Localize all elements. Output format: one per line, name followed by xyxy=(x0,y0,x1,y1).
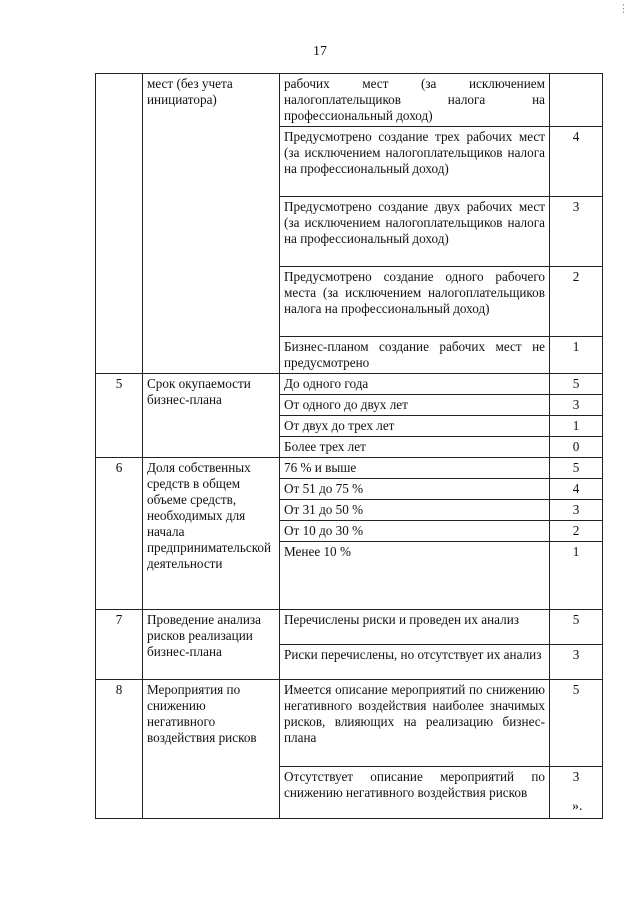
condition-cell: Отсутствует описание мероприятий по снижению негативного воздействия рисков xyxy=(280,767,550,819)
condition-cell: Предусмотрено создание одного рабочего места (за исключением налогоплательщиков налога на профессиональный доход) xyxy=(280,267,550,337)
score-cell xyxy=(550,74,603,127)
condition-cell: До одного года xyxy=(280,374,550,395)
condition-cell: рабочих мест (за исключением налогоплательщиков налога на профессиональный доход) xyxy=(280,74,550,127)
table-row xyxy=(96,374,603,395)
score-cell: 3 xyxy=(550,645,603,680)
condition-cell: Более трех лет xyxy=(280,437,550,458)
criterion-number: 7 xyxy=(96,610,143,680)
condition-cell: От одного до двух лет xyxy=(280,395,550,416)
condition-cell: Риски перечислены, но отсутствует их анализ xyxy=(280,645,550,680)
score-cell: 3 xyxy=(550,197,603,267)
score-cell: 3 xyxy=(550,500,603,521)
closing-quote-mark: ». xyxy=(572,799,583,814)
criteria-table xyxy=(95,73,603,819)
condition-cell: 76 % и выше xyxy=(280,458,550,479)
score-cell: 5 xyxy=(550,458,603,479)
criterion-name: мест (без учета инициатора) xyxy=(143,74,280,374)
criterion-name: Срок окупаемости бизнес-плана xyxy=(143,374,280,458)
score-cell: 2 xyxy=(550,521,603,542)
score-cell: 2 xyxy=(550,267,603,337)
score-cell: 4 xyxy=(550,127,603,197)
score-cell: 5 xyxy=(550,680,603,767)
condition-cell: Перечислены риски и проведен их анализ xyxy=(280,610,550,645)
table-row xyxy=(96,458,603,479)
condition-cell: Предусмотрено создание трех рабочих мест (за исключением налогоплательщиков налога на профессиональный доход) xyxy=(280,127,550,197)
score-cell: 1 xyxy=(550,542,603,610)
condition-cell: Менее 10 % xyxy=(280,542,550,610)
criterion-number: 5 xyxy=(96,374,143,458)
score-cell: 4 xyxy=(550,479,603,500)
score-cell: 5 xyxy=(550,374,603,395)
score-cell: 3 xyxy=(550,767,603,819)
condition-cell: Предусмотрено создание двух рабочих мест (за исключением налогоплательщиков налога на профессиональный доход) xyxy=(280,197,550,267)
condition-cell: Бизнес-планом создание рабочих мест не предусмотрено xyxy=(280,337,550,374)
score-cell: 1 xyxy=(550,337,603,374)
condition-cell: От 10 до 30 % xyxy=(280,521,550,542)
score-cell: 0 xyxy=(550,437,603,458)
criterion-number xyxy=(96,74,143,374)
condition-cell: От 51 до 75 % xyxy=(280,479,550,500)
table-row xyxy=(96,680,603,767)
score-cell: 1 xyxy=(550,416,603,437)
score-cell: 3 xyxy=(550,395,603,416)
score-cell: 5 xyxy=(550,610,603,645)
page-number: 17 xyxy=(313,44,327,59)
criterion-name: Проведение анализа рисков реализации бизнес-плана xyxy=(143,610,280,680)
table-row xyxy=(96,74,603,127)
criterion-number: 6 xyxy=(96,458,143,610)
scan-edge-mark: ⋮ xyxy=(618,3,629,15)
condition-cell: От 31 до 50 % xyxy=(280,500,550,521)
criterion-name: Доля собственных средств в общем объеме средств, необходимых для начала предпринимательской деятельности xyxy=(143,458,280,610)
criterion-name: Мероприятия по снижению негативного воздействия рисков xyxy=(143,680,280,819)
condition-cell: Имеется описание мероприятий по снижению негативного воздействия наиболее значимых рисков, влияющих на реализацию бизнес-плана xyxy=(280,680,550,767)
criterion-number: 8 xyxy=(96,680,143,819)
table-row xyxy=(96,610,603,645)
condition-cell: От двух до трех лет xyxy=(280,416,550,437)
